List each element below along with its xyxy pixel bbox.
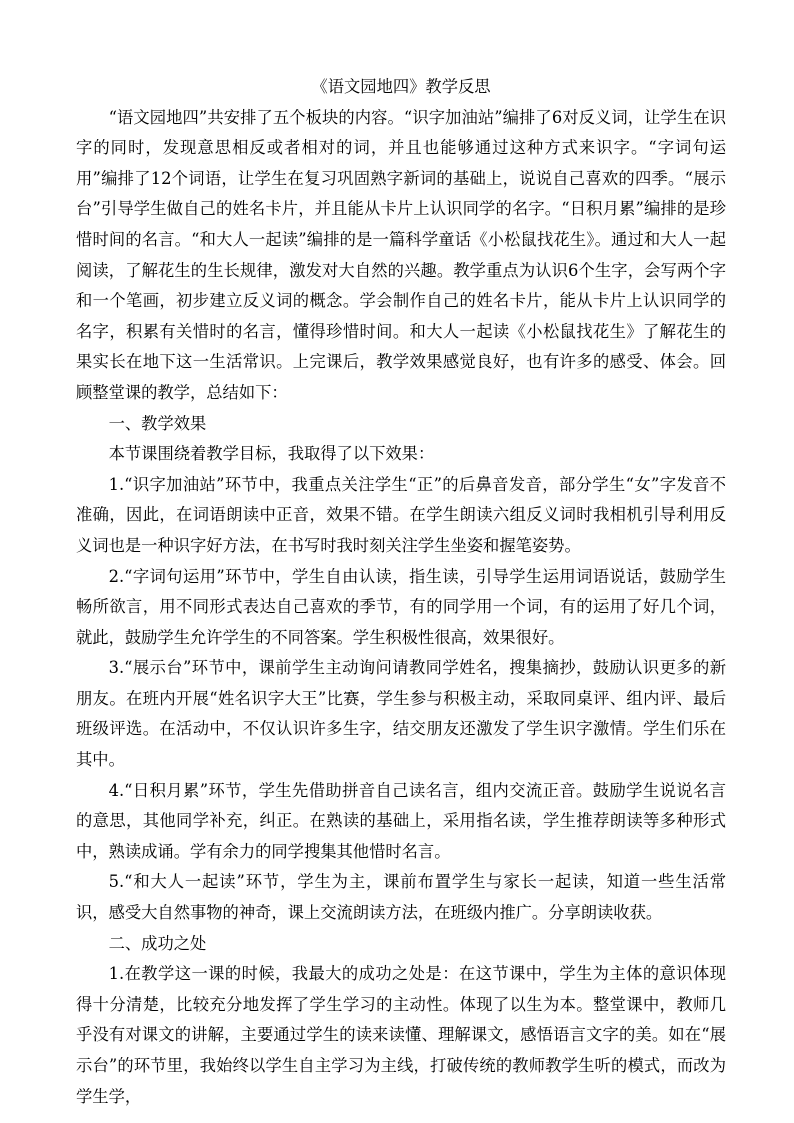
intro-paragraph: “语文园地四”共安排了五个板块的内容。“识字加油站”编排了6对反义词，让学生在识字的同时，发现意思相反或者相对的词，并且也能够通过这种方式来识字。“字词句运用”编排了12个词语，让学生在复习巩固熟字新词的基础上，说说自己喜欢的四季。“展示台”引导学生做自己的姓名卡片，并且能从卡片上认识同学的名字。“日积月累”编排的是珍惜时间的名言。“和大人一起读”编排的是一篇科学童话《小松鼠找花生》。通过和大人一起阅读，了解花生的生长规律，激发对大自然的兴趣。教学重点为认识6个生字，会写两个字和一个笔画，初步建立反义词的概念。学会制作自己的姓名卡片，能从卡片上认识同学的名字，积累有关惜时的名言，懂得珍惜时间。和大人一起读《小松鼠找花生》了解花生的果实长在地下这一生活常识。上完课后，教学效果感觉良好，也有许多的感受、体会。回顾整堂课的教学，总结如下： — [76, 107, 726, 402]
effect-item-1: 1.“识字加油站”环节中，我重点关注学生“正”的后鼻音发音，部分学生“女”字发音不准确，因此，在词语朗读中正音，效果不错。在学生朗读六组反义词时我相机引导利用反义词也是一种识字好方法，在书写时我时刻关注学生坐姿和握笔姿势。 — [76, 474, 726, 555]
effect-item-3: 3.“展示台”环节中，课前学生主动询问请教同学姓名，搜集摘抄，鼓励认识更多的新朋友。在班内开展“姓名识字大王”比赛，学生参与积极主动，采取同桌评、组内评、最后班级评选。在活动中，不仅认识许多生字，结交朋友还激发了学生识字激情。学生们乐在其中。 — [76, 658, 726, 770]
effect-item-4: 4.“日积月累”环节，学生先借助拼音自己读名言，组内交流正音。鼓励学生说说名言的意思，其他同学补充，纠正。在熟读的基础上，采用指名读，学生推荐朗读等多种形式中，熟读成诵。学有余力的同学搜集其他惜时名言。 — [76, 780, 726, 861]
section-lead-paragraph: 本节课围绕着教学目标，我取得了以下效果： — [108, 444, 435, 464]
document-title: 《语文园地四》教学反思 — [311, 77, 491, 96]
success-item-1: 1.在教学这一课的时候，我最大的成功之处是：在这节课中，学生为主体的意识体现得十分清楚，比较充分地发挥了学生学习的主动性。体现了以生为本。整堂课中，教师几乎没有对课文的讲解，主要通过学生的读来读懂、理解课文，感悟语言文字的美。如在“展示台”的环节里，我始终以学生自主学习为主线，打破传统的教师教学生听的模式，而改为学生学， — [76, 964, 726, 1106]
effect-item-2: 2.“字词句运用”环节中，学生自由认读，指生读，引导学生运用词语说话，鼓励学生畅所欲言，用不同形式表达自己喜欢的季节，有的同学用一个词，有的运用了好几个词，就此，鼓励学生允许学生的不同答案。学生积极性很高，效果很好。 — [76, 566, 726, 647]
section-heading-success: 二、成功之处 — [108, 933, 207, 953]
effect-item-5: 5.“和大人一起读”环节，学生为主，课前布置学生与家长一起读，知道一些生活常识，感受大自然事物的神奇，课上交流朗读方法，在班级内推广。分享朗读收获。 — [76, 872, 726, 923]
document-page — [76, 72, 726, 1112]
section-heading-teaching-effect: 一、教学效果 — [108, 413, 207, 433]
